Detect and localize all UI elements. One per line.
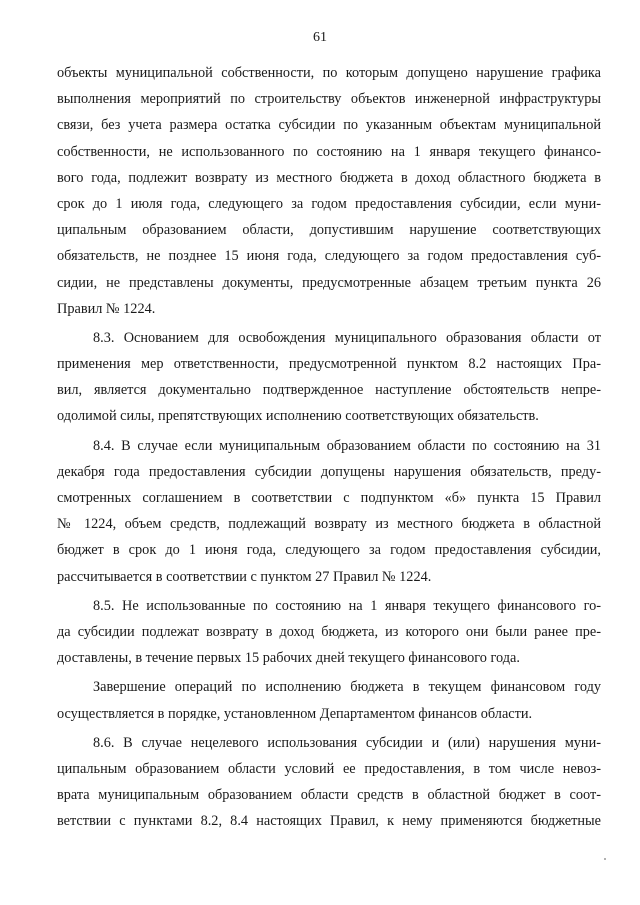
text-line: собственности, не использованного по состоянию на 1 января текущего финансо-: [57, 143, 601, 160]
text-line: вил, является документально подтвержденное наступление обстоятельств непре-: [57, 382, 601, 399]
text-line: смотренных соглашением в соответствии с подпунктом «б» пункта 15 Правил: [57, 490, 601, 506]
paragraph-8-4: [57, 433, 601, 590]
text-line: рассчитывается в соответствии с пунктом 27 Правил № 1224.: [57, 568, 432, 585]
text-line: 8.5. Не использованные по состоянию на 1 января текущего финансового го-: [93, 597, 601, 614]
text-line: Правил № 1224.: [57, 300, 156, 317]
text-line: бюджет в срок до 1 июня года, следующего за годом предоставления субсидии,: [57, 542, 601, 559]
text-line: № 1224, объем средств, подлежащий возврату из местного бюджета в областной: [57, 516, 601, 533]
text-line: 8.4. В случае если муниципальным образованием области по состоянию на 31: [93, 437, 601, 454]
text-line: выполнения мероприятий по строительству объектов инженерной инфраструктуры: [57, 91, 601, 108]
text-line: срок до 1 июля года, следующего за годом предоставления субсидии, если муни-: [57, 195, 601, 212]
document-body: [57, 60, 601, 837]
text-line: ципальным образованием области, допустившим нарушение соответствующих: [57, 222, 601, 239]
text-line: сидии, не представлены документы, предусмотренные абзацем третьим пункта 26: [57, 274, 601, 291]
scan-artifact: [604, 858, 606, 860]
text-line: вого года, подлежит возврату из местного бюджета в доход областного бюджета в: [57, 169, 601, 186]
paragraph-8-3: [57, 325, 601, 430]
text-line: связи, без учета размера остатка субсидии по указанным объектам муниципальной: [57, 117, 601, 134]
text-line: применения мер ответственности, предусмотренной пунктом 8.2 настоящих Пра-: [57, 356, 601, 373]
text-line: Завершение операций по исполнению бюджета в текущем финансовом году: [93, 679, 601, 696]
paragraph-continuation: [57, 60, 601, 322]
text-line: обязательств, не позднее 15 июня года, следующего за годом предоставления суб-: [57, 248, 601, 265]
paragraph-8-5: [57, 593, 601, 672]
text-line: 8.6. В случае нецелевого использования субсидии и (или) нарушения муни-: [93, 734, 601, 751]
text-line: 8.3. Основанием для освобождения муниципального образования области от: [93, 329, 601, 346]
text-line: декабря года предоставления субсидии допущены нарушения обязательств, преду-: [57, 463, 601, 480]
text-line: объекты муниципальной собственности, по которым допущено нарушение графика: [57, 65, 601, 81]
text-line: осуществляется в порядке, установленном Департаментом финансов области.: [57, 705, 533, 722]
page-number: 61: [313, 30, 327, 45]
paragraph-8-6: [57, 730, 601, 835]
text-line: доставлены, в течение первых 15 рабочих дней текущего финансового года.: [57, 650, 520, 667]
paragraph-budget-completion: [57, 674, 601, 726]
text-line: ветствии с пунктами 8.2, 8.4 настоящих Правил, к нему применяются бюджетные: [57, 813, 601, 830]
text-line: врата муниципальным образованием области средств в областной бюджет в соот-: [57, 787, 601, 804]
text-line: ципальным образованием области условий ее предоставления, в том числе невоз-: [57, 760, 601, 777]
text-line: одолимой силы, препятствующих исполнению соответствующих обязательств.: [57, 408, 539, 425]
text-line: да субсидии подлежат возврату в доход бюджета, из которого они были ранее пре-: [57, 623, 601, 640]
